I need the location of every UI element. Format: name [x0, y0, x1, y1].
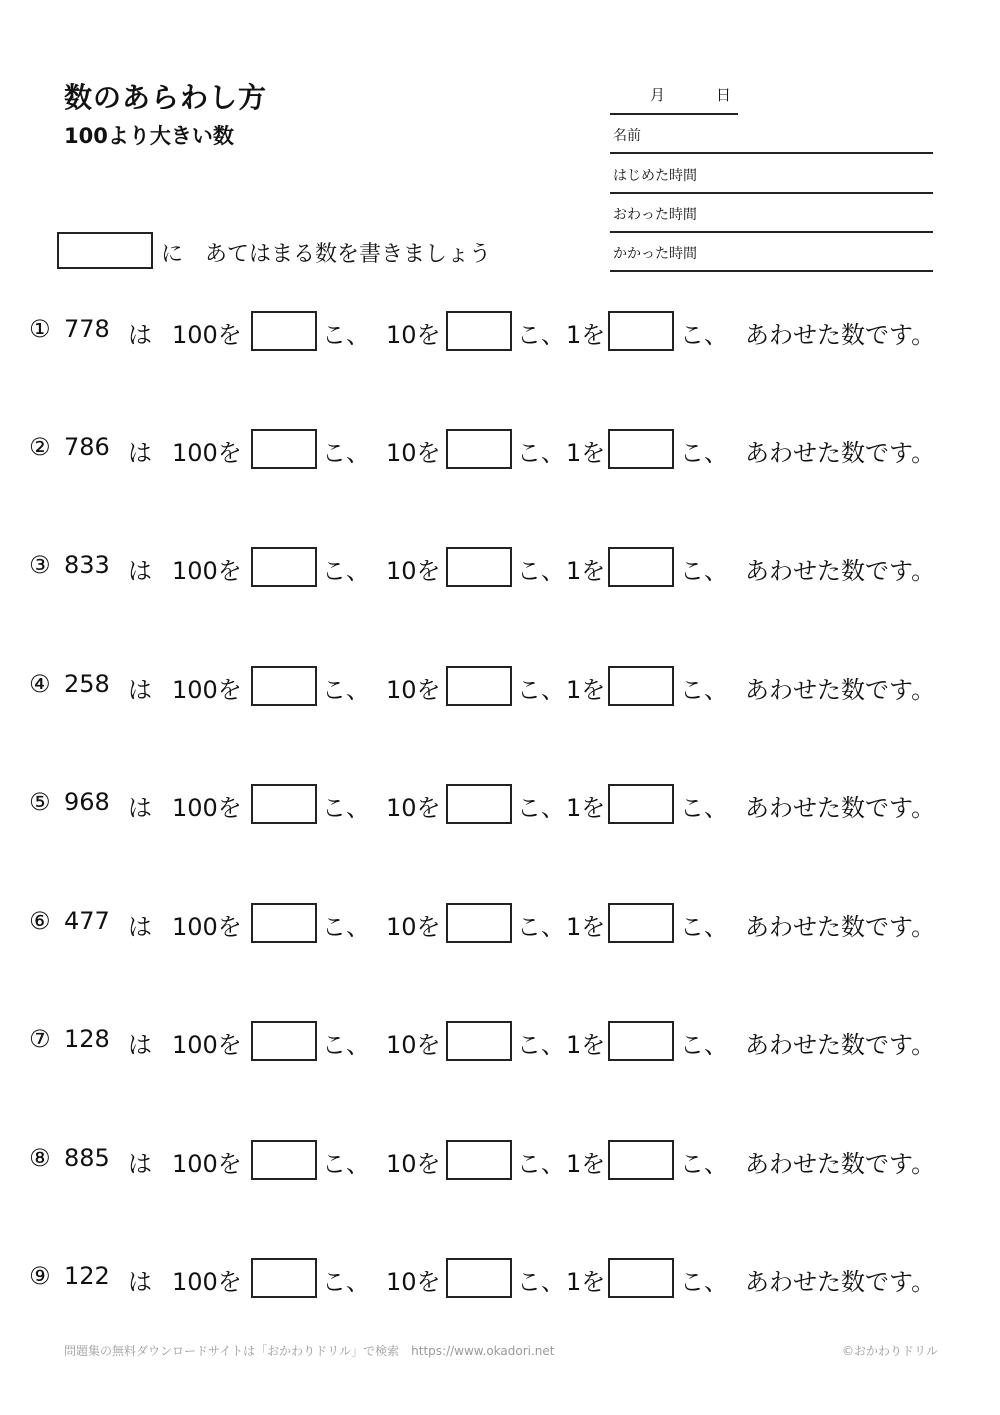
problem-marker: ⑧: [29, 1144, 51, 1172]
count-suffix: こ、: [517, 676, 565, 704]
ones-answer-box[interactable]: [608, 666, 674, 706]
tens-answer-box[interactable]: [446, 1021, 512, 1061]
is-label: は: [128, 1268, 152, 1296]
sentence-ending: あわせた数です。: [745, 1268, 936, 1296]
hundreds-label: 100を: [172, 1031, 242, 1059]
instruction-sample-box: [57, 232, 153, 269]
tens-answer-box[interactable]: [446, 784, 512, 824]
problem-marker: ⑨: [29, 1262, 51, 1290]
count-suffix: こ、: [680, 557, 728, 585]
is-label: は: [128, 913, 152, 941]
problem-row: [0, 547, 1000, 587]
count-suffix: こ、: [517, 321, 565, 349]
tens-label: 10を: [386, 794, 441, 822]
tens-label: 10を: [386, 676, 441, 704]
hundreds-answer-box[interactable]: [251, 903, 317, 943]
count-suffix: こ、: [322, 321, 370, 349]
hundreds-label: 100を: [172, 439, 242, 467]
count-suffix: こ、: [517, 794, 565, 822]
problem-row: [0, 311, 1000, 351]
worksheet-subtitle: 100より大きい数: [64, 124, 234, 148]
sentence-ending: あわせた数です。: [745, 913, 936, 941]
start-time-field[interactable]: [610, 155, 933, 194]
tens-answer-box[interactable]: [446, 429, 512, 469]
tens-answer-box[interactable]: [446, 903, 512, 943]
problem-number: 128: [64, 1025, 110, 1053]
ones-label: 1を: [566, 913, 606, 941]
tens-label: 10を: [386, 1268, 441, 1296]
hundreds-label: 100を: [172, 557, 242, 585]
count-suffix: こ、: [322, 913, 370, 941]
is-label: は: [128, 557, 152, 585]
count-suffix: こ、: [322, 1031, 370, 1059]
hundreds-label: 100を: [172, 1268, 242, 1296]
problem-number: 786: [64, 433, 110, 461]
count-suffix: こ、: [322, 1150, 370, 1178]
name-label: 名前: [613, 128, 641, 144]
count-suffix: こ、: [322, 676, 370, 704]
count-suffix: こ、: [517, 439, 565, 467]
ones-answer-box[interactable]: [608, 903, 674, 943]
tens-answer-box[interactable]: [446, 1258, 512, 1298]
problem-number: 885: [64, 1144, 110, 1172]
elapsed-time-field[interactable]: [610, 233, 933, 272]
is-label: は: [128, 794, 152, 822]
count-suffix: こ、: [680, 913, 728, 941]
problem-row: [0, 784, 1000, 824]
end-time-field[interactable]: [610, 194, 933, 233]
count-suffix: こ、: [517, 1150, 565, 1178]
ones-label: 1を: [566, 1031, 606, 1059]
hundreds-label: 100を: [172, 1150, 242, 1178]
problem-number: 833: [64, 551, 110, 579]
sentence-ending: あわせた数です。: [745, 1150, 936, 1178]
ones-answer-box[interactable]: [608, 784, 674, 824]
count-suffix: こ、: [322, 557, 370, 585]
ones-label: 1を: [566, 439, 606, 467]
is-label: は: [128, 439, 152, 467]
is-label: は: [128, 1031, 152, 1059]
tens-label: 10を: [386, 1150, 441, 1178]
hundreds-answer-box[interactable]: [251, 784, 317, 824]
name-field[interactable]: [610, 115, 933, 154]
day-label: 日: [716, 86, 732, 104]
problem-marker: ⑥: [29, 907, 51, 935]
month-label: 月: [650, 86, 666, 104]
problem-row: [0, 1140, 1000, 1180]
hundreds-label: 100を: [172, 913, 242, 941]
tens-answer-box[interactable]: [446, 547, 512, 587]
hundreds-answer-box[interactable]: [251, 429, 317, 469]
problem-number: 258: [64, 670, 110, 698]
tens-label: 10を: [386, 321, 441, 349]
problem-marker: ③: [29, 551, 51, 579]
tens-answer-box[interactable]: [446, 1140, 512, 1180]
count-suffix: こ、: [680, 794, 728, 822]
problem-marker: ⑦: [29, 1025, 51, 1053]
problem-number: 968: [64, 788, 110, 816]
problem-number: 778: [64, 315, 110, 343]
count-suffix: こ、: [680, 1150, 728, 1178]
hundreds-label: 100を: [172, 794, 242, 822]
ones-answer-box[interactable]: [608, 1021, 674, 1061]
ones-label: 1を: [566, 557, 606, 585]
is-label: は: [128, 676, 152, 704]
hundreds-label: 100を: [172, 676, 242, 704]
hundreds-answer-box[interactable]: [251, 1258, 317, 1298]
sentence-ending: あわせた数です。: [745, 794, 936, 822]
count-suffix: こ、: [680, 1031, 728, 1059]
count-suffix: こ、: [322, 439, 370, 467]
count-suffix: こ、: [517, 1268, 565, 1296]
tens-answer-box[interactable]: [446, 311, 512, 351]
tens-label: 10を: [386, 1031, 441, 1059]
tens-answer-box[interactable]: [446, 666, 512, 706]
date-field[interactable]: [610, 80, 738, 115]
count-suffix: こ、: [680, 439, 728, 467]
tens-label: 10を: [386, 439, 441, 467]
hundreds-answer-box[interactable]: [251, 311, 317, 351]
problem-marker: ⑤: [29, 788, 51, 816]
tens-label: 10を: [386, 557, 441, 585]
problem-row: [0, 429, 1000, 469]
sentence-ending: あわせた数です。: [745, 557, 936, 585]
problem-row: [0, 1258, 1000, 1298]
count-suffix: こ、: [517, 557, 565, 585]
sentence-ending: あわせた数です。: [745, 1031, 936, 1059]
sentence-ending: あわせた数です。: [745, 439, 936, 467]
instruction-text: に あてはまる数を書きましょう: [161, 242, 492, 267]
is-label: は: [128, 321, 152, 349]
problem-marker: ④: [29, 670, 51, 698]
is-label: は: [128, 1150, 152, 1178]
ones-label: 1を: [566, 1150, 606, 1178]
ones-label: 1を: [566, 794, 606, 822]
count-suffix: こ、: [322, 1268, 370, 1296]
count-suffix: こ、: [517, 913, 565, 941]
hundreds-answer-box[interactable]: [251, 1021, 317, 1061]
ones-answer-box[interactable]: [608, 1258, 674, 1298]
sentence-ending: あわせた数です。: [745, 321, 936, 349]
hundreds-answer-box[interactable]: [251, 1140, 317, 1180]
elapsed-time-label: かかった時間: [613, 246, 697, 262]
count-suffix: こ、: [322, 794, 370, 822]
count-suffix: こ、: [680, 1268, 728, 1296]
ones-label: 1を: [566, 1268, 606, 1296]
problem-row: [0, 1021, 1000, 1061]
hundreds-label: 100を: [172, 321, 242, 349]
end-time-label: おわった時間: [613, 207, 697, 223]
ones-label: 1を: [566, 321, 606, 349]
sentence-ending: あわせた数です。: [745, 676, 936, 704]
footer-site-text: 問題集の無料ダウンロードサイトは「おかわりドリル」で検索 https://www.okadori.net: [64, 1344, 555, 1358]
start-time-label: はじめた時間: [613, 168, 697, 184]
problem-number: 477: [64, 907, 110, 935]
worksheet-title: 数のあらわし方: [64, 81, 268, 114]
ones-label: 1を: [566, 676, 606, 704]
ones-answer-box[interactable]: [608, 547, 674, 587]
ones-answer-box[interactable]: [608, 311, 674, 351]
hundreds-answer-box[interactable]: [251, 666, 317, 706]
ones-answer-box[interactable]: [608, 1140, 674, 1180]
problem-marker: ①: [29, 315, 51, 343]
count-suffix: こ、: [680, 321, 728, 349]
ones-answer-box[interactable]: [608, 429, 674, 469]
count-suffix: こ、: [517, 1031, 565, 1059]
problem-row: [0, 666, 1000, 706]
problem-number: 122: [64, 1262, 110, 1290]
problem-marker: ②: [29, 433, 51, 461]
hundreds-answer-box[interactable]: [251, 547, 317, 587]
problem-row: [0, 903, 1000, 943]
tens-label: 10を: [386, 913, 441, 941]
footer-copyright: ©おかわりドリル: [842, 1344, 939, 1358]
count-suffix: こ、: [680, 676, 728, 704]
